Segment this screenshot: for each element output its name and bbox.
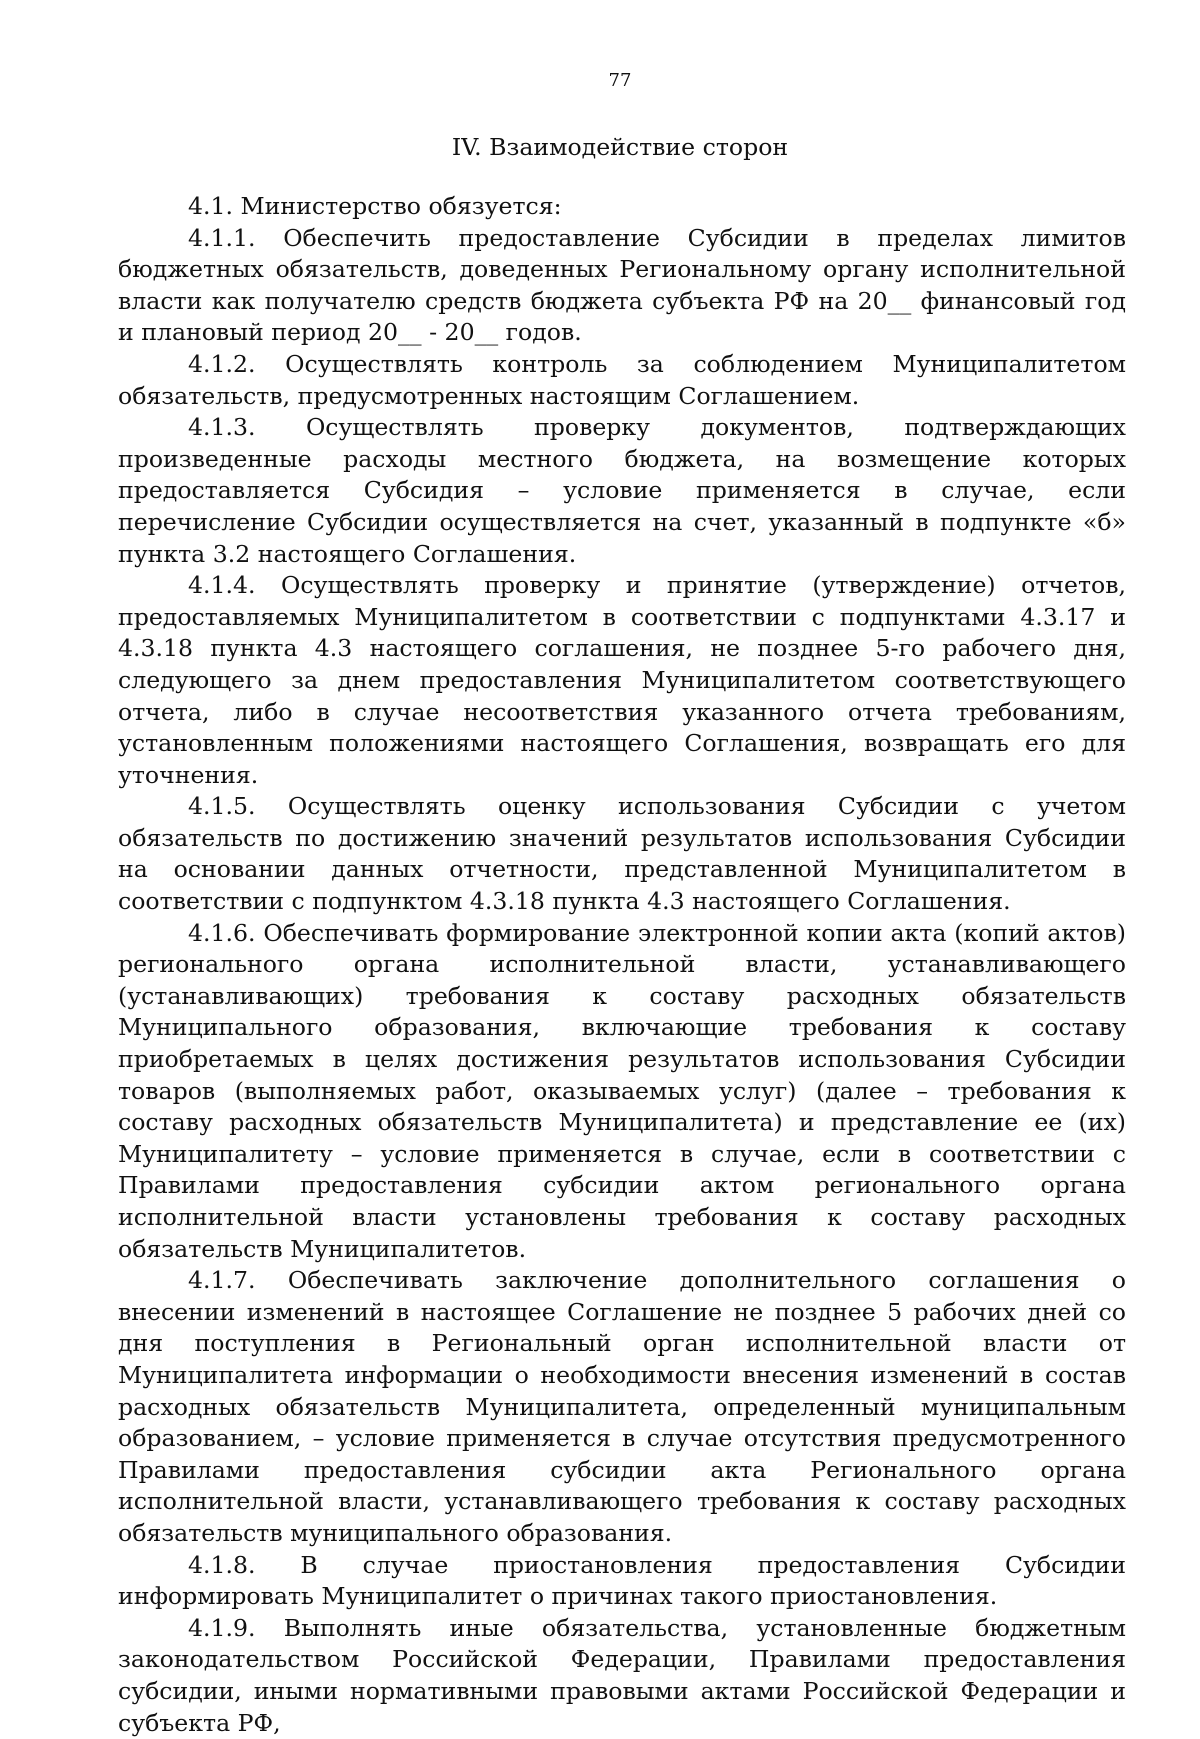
paragraph-4-1-2: 4.1.2. Осуществлять контроль за соблюдением Муниципалитетом обязательств, предусмотренных настоящим Соглашением. (118, 349, 1126, 410)
paragraph-4-1-4: 4.1.4. Осуществлять проверку и принятие (утверждение) отчетов, предоставляемых Муниципалитетом в соответствии с подпунктами 4.3.17 и 4.3.18 пункта 4.3 настоящего соглашения, не позднее 5-го рабочего дня, следующего за днем предоставления Муниципалитетом соответствующего отчета, либо в случае несоответствия указанного отчета требованиям, установленным положениями настоящего Соглашения, возвращать его для уточнения. (118, 571, 1126, 789)
paragraph-4-1-3: 4.1.3. Осуществлять проверку документов, подтверждающих произведенные расходы местного бюджета, на возмещение которых предоставляется Субсидия – условие применяется в случае, если перечисление Субсидии осуществляется на счет, указанный в подпункте «б» пункта 3.2 настоящего Соглашения. (118, 413, 1126, 568)
paragraph-4-1-8: 4.1.8. В случае приостановления предоставления Субсидии информировать Муниципалитет о причинах такого приостановления. (118, 1550, 1126, 1611)
paragraph-4-1-1: 4.1.1. Обеспечить предоставление Субсидии в пределах лимитов бюджетных обязательств, доведенных Региональному органу исполнительной власти как получателю средств бюджета субъекта РФ на 20__ финансовый год и плановый период 20__ - 20__ годов. (118, 223, 1126, 347)
paragraph-4-1-7: 4.1.7. Обеспечивать заключение дополнительного соглашения о внесении изменений в настоящее Соглашение не позднее 5 рабочих дней со дня поступления в Региональный орган исполнительной власти от Муниципалитета информации о необходимости внесения изменений в состав расходных обязательств Муниципалитета, определенный муниципальным образованием, – условие применяется в случае отсутствия предусмотренного Правилами предоставления субсидии акта Регионального органа исполнительной власти, устанавливающего требования к составу расходных обязательств муниципального образования. (118, 1266, 1126, 1547)
page-number: 77 (608, 70, 632, 91)
paragraph-4-1-5: 4.1.5. Осуществлять оценку использования Субсидии с учетом обязательств по достижению значений результатов использования Субсидии на основании данных отчетности, представленной Муниципалитетом в соответствии с подпунктом 4.3.18 пункта 4.3 настоящего Соглашения. (118, 792, 1126, 916)
paragraph-4-1-6: 4.1.6. Обеспечивать формирование электронной копии акта (копий актов) регионального органа исполнительной власти, устанавливающего (устанавливающих) требования к составу расходных обязательств Муниципального образования, включающие требования к составу приобретаемых в целях достижения результатов использования Субсидии товаров (выполняемых работ, оказываемых услуг) (далее – требования к составу расходных обязательств Муниципалитета) и представление ее (их) Муниципалитету – условие применяется в случае, если в соответствии с Правилами предоставления субсидии актом регионального органа исполнительной власти установлены требования к составу расходных обязательств Муниципалитетов. (118, 918, 1126, 1263)
section-title: IV. Взаимодействие сторон (451, 133, 789, 161)
paragraph-4-1-9: 4.1.9. Выполнять иные обязательства, установленные бюджетным законодательством Российской Федерации, Правилами предоставления субсидии, иными нормативными правовыми актами Российской Федерации и субъекта РФ, (118, 1613, 1126, 1737)
body-text (118, 191, 1126, 1739)
paragraph-4-1: 4.1. Министерство обязуется: (188, 192, 562, 220)
